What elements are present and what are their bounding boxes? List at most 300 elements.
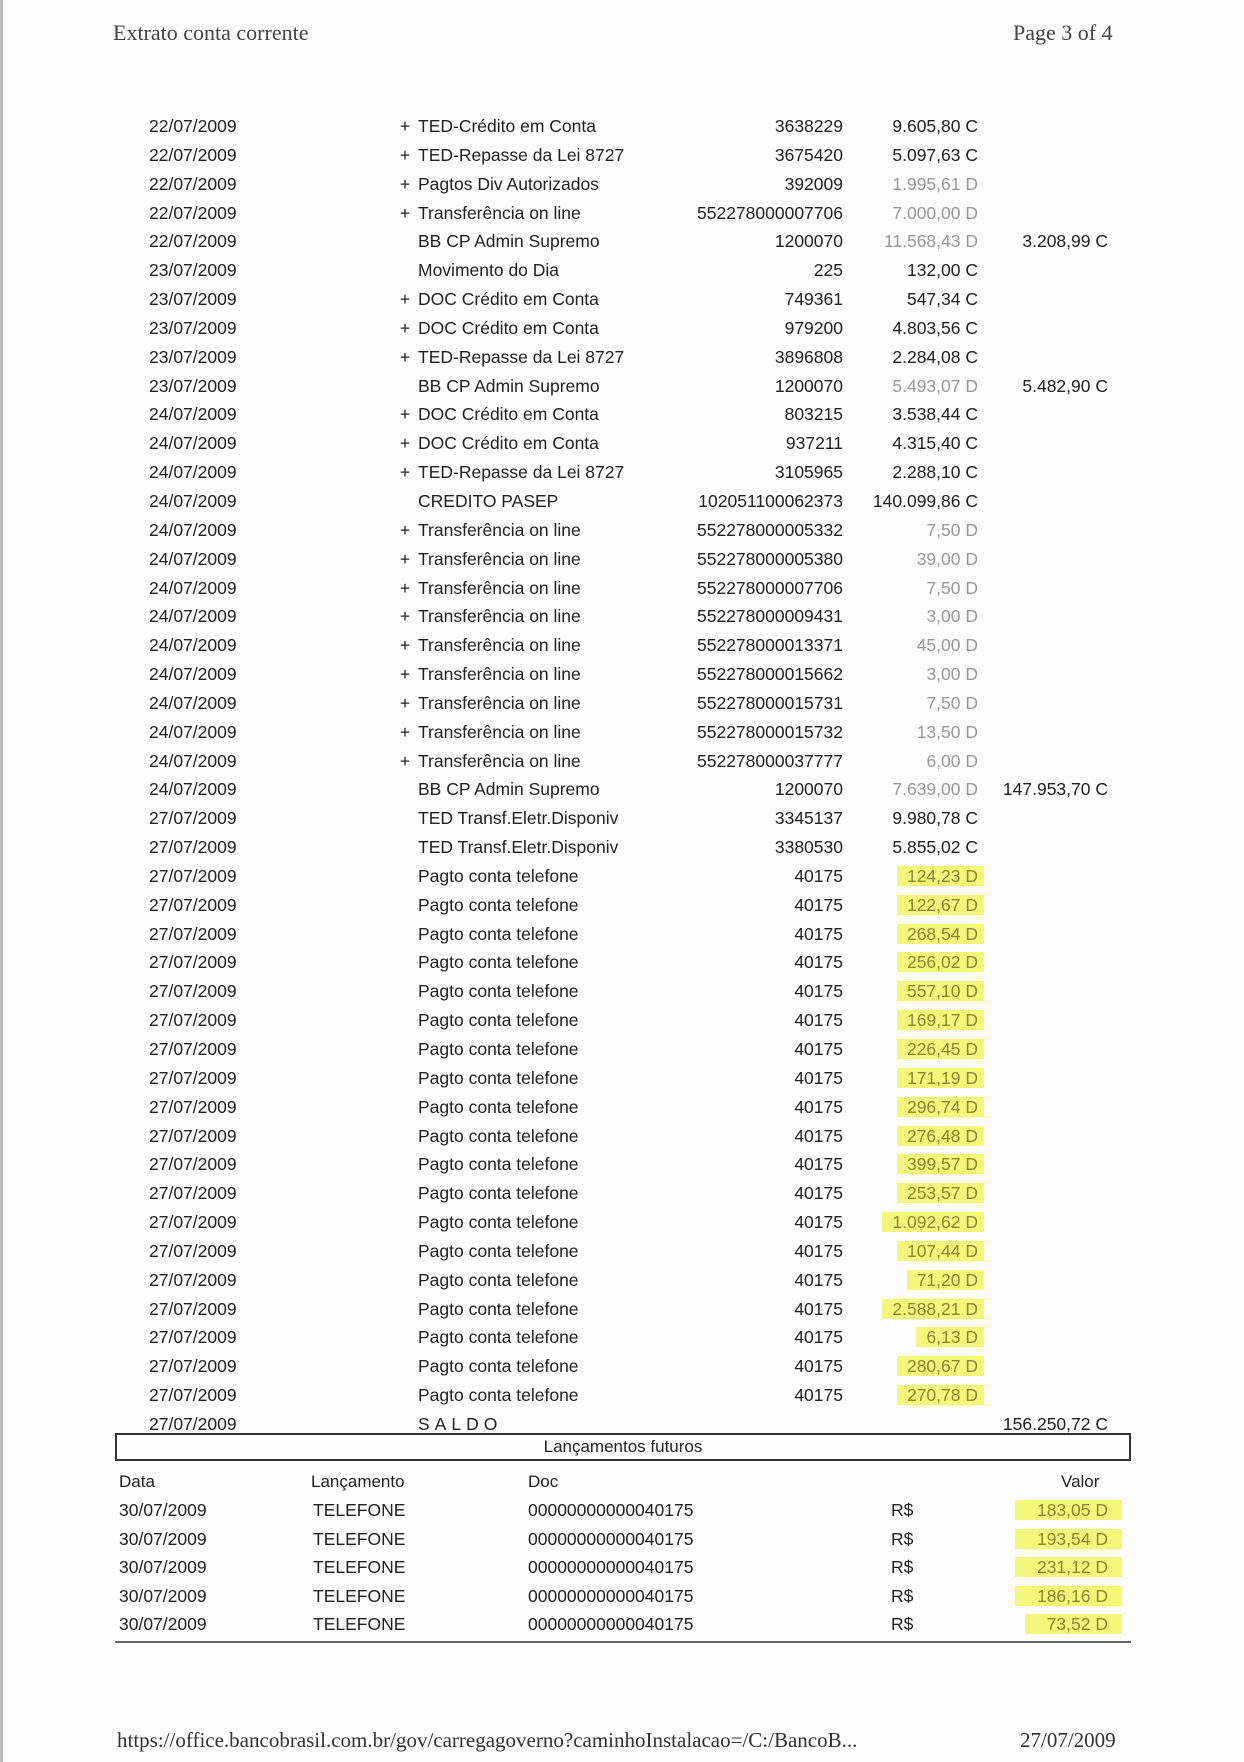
transaction-doc: 803215: [784, 404, 843, 425]
plus-marker: +: [399, 289, 411, 310]
transaction-description: Pagto conta telefone: [418, 1356, 579, 1377]
transaction-date: 27/07/2009: [149, 1356, 237, 1377]
transaction-doc: 552278000013371: [697, 635, 843, 656]
transaction-description: TED-Repasse da Lei 8727: [418, 346, 625, 367]
table-row: [3, 487, 1244, 516]
transaction-date: 22/07/2009: [149, 144, 237, 165]
table-row: [3, 631, 1244, 660]
transaction-description: Transferência on line: [418, 750, 581, 771]
transaction-date: 24/07/2009: [149, 779, 237, 800]
transaction-doc: 552278000007706: [697, 577, 843, 598]
table-row: [3, 516, 1244, 545]
transaction-description: Pagto conta telefone: [418, 923, 579, 944]
transaction-date: 23/07/2009: [149, 346, 237, 367]
transaction-value-text: 6,00 D: [926, 750, 978, 771]
transaction-doc: 40175: [794, 1212, 843, 1233]
transaction-doc: 3380530: [774, 837, 843, 858]
future-lancamento: TELEFONE: [313, 1557, 406, 1577]
transaction-value: [853, 314, 978, 343]
table-row: [3, 1064, 1244, 1093]
transaction-value: [853, 1237, 978, 1266]
transaction-value-text: 1.092,62 D: [882, 1212, 984, 1232]
plus-marker: +: [399, 606, 411, 627]
transaction-doc: 392009: [784, 173, 843, 194]
transaction-date: 27/07/2009: [149, 952, 237, 973]
table-row: [3, 372, 1244, 401]
plus-marker: +: [399, 433, 411, 454]
transaction-value: [853, 170, 978, 199]
future-date: 30/07/2009: [119, 1614, 207, 1634]
table-row: [3, 1295, 1244, 1324]
transaction-description: Transferência on line: [418, 519, 581, 540]
transaction-value: [853, 1006, 978, 1035]
table-row: [3, 285, 1244, 314]
transaction-date: 23/07/2009: [149, 260, 237, 281]
transaction-value: [853, 141, 978, 170]
running-balance: 5.482,90 C: [1022, 375, 1108, 396]
transaction-value-text: 399,57 D: [897, 1154, 984, 1174]
transaction-value-text: 4.315,40 C: [892, 433, 978, 454]
future-currency: R$: [891, 1614, 914, 1634]
transaction-value-text: 3,00 D: [926, 664, 978, 685]
table-row: [3, 545, 1244, 574]
future-row: [3, 1553, 1244, 1582]
transaction-value: [853, 1150, 978, 1179]
transaction-doc: 40175: [794, 1240, 843, 1261]
transaction-value-text: 4.803,56 C: [892, 317, 978, 338]
table-row: [3, 1150, 1244, 1179]
transaction-description: BB CP Admin Supremo: [418, 779, 600, 800]
transaction-date: 27/07/2009: [149, 808, 237, 829]
table-row: [3, 1122, 1244, 1151]
future-doc: 00000000000040175: [528, 1585, 694, 1606]
transaction-value-text: 11.568,43 D: [883, 231, 978, 252]
transaction-date: 24/07/2009: [149, 462, 237, 483]
transaction-description: TED-Crédito em Conta: [418, 116, 596, 136]
transaction-doc: 40175: [794, 1385, 843, 1406]
plus-marker: +: [399, 635, 411, 656]
transaction-date: 24/07/2009: [149, 750, 237, 771]
transaction-value: [853, 400, 978, 429]
table-row: [3, 112, 1244, 141]
transaction-value: [853, 1352, 978, 1381]
footer-url: https://office.bancobrasil.com.br/gov/carregagoverno?caminhoInstalacao=/C:/BancoB...: [117, 1728, 858, 1752]
transaction-doc: 3345137: [774, 808, 843, 829]
transaction-value-text: 9.605,80 C: [892, 116, 978, 136]
future-doc: 00000000000040175: [528, 1614, 694, 1634]
transaction-date: 23/07/2009: [149, 289, 237, 310]
transaction-value: [853, 1035, 978, 1064]
running-balance: 3.208,99 C: [1022, 231, 1108, 252]
future-value: [993, 1553, 1108, 1582]
transaction-description: BB CP Admin Supremo: [418, 375, 600, 396]
transaction-date: 27/07/2009: [149, 1413, 237, 1434]
transaction-value: [853, 1381, 978, 1410]
future-entries-table: [3, 1496, 1244, 1639]
transaction-description: Pagto conta telefone: [418, 1298, 579, 1319]
transaction-doc: 40175: [794, 1327, 843, 1348]
transaction-value-text: 557,10 D: [897, 981, 984, 1001]
transaction-value-text: 171,19 D: [897, 1068, 984, 1088]
table-row: [3, 1266, 1244, 1295]
transaction-doc: 40175: [794, 923, 843, 944]
table-row: [3, 1208, 1244, 1237]
transaction-value-text: 45,00 D: [916, 635, 978, 656]
transaction-value-text: 3.538,44 C: [892, 404, 978, 425]
transaction-date: 24/07/2009: [149, 606, 237, 627]
transaction-date: 27/07/2009: [149, 865, 237, 886]
transaction-value: [853, 199, 978, 228]
header-valor: Valor: [1061, 1472, 1100, 1491]
transaction-value: [853, 429, 978, 458]
transaction-value-text: 7.639,00 D: [892, 779, 978, 800]
future-currency: R$: [891, 1500, 914, 1520]
transaction-doc: 40175: [794, 1039, 843, 1059]
transaction-value-text: 122,67 D: [897, 895, 984, 915]
transaction-date: 27/07/2009: [149, 1327, 237, 1348]
table-row: [3, 1179, 1244, 1208]
table-row: [3, 400, 1244, 429]
transaction-doc: 40175: [794, 1010, 843, 1031]
transaction-date: 27/07/2009: [149, 923, 237, 944]
future-currency: R$: [891, 1557, 914, 1577]
transaction-description: Pagto conta telefone: [418, 952, 579, 973]
transaction-date: 27/07/2009: [149, 1240, 237, 1261]
transaction-doc: 749361: [784, 289, 843, 310]
future-lancamento: TELEFONE: [313, 1614, 406, 1634]
plus-marker: +: [399, 664, 411, 685]
future-entries-header: [3, 1468, 1244, 1496]
future-row: [3, 1610, 1244, 1639]
transaction-date: 27/07/2009: [149, 1183, 237, 1204]
table-row: [3, 891, 1244, 920]
transaction-description: Transferência on line: [418, 577, 581, 598]
transaction-value: [853, 631, 978, 660]
transaction-description: Pagto conta telefone: [418, 981, 579, 1002]
transaction-value: [853, 574, 978, 603]
future-currency: R$: [891, 1585, 914, 1606]
transaction-value-text: 107,44 D: [897, 1241, 984, 1261]
transaction-value: [853, 343, 978, 372]
table-row: [3, 602, 1244, 631]
transaction-date: 22/07/2009: [149, 231, 237, 252]
transaction-description: Pagto conta telefone: [418, 1327, 579, 1348]
transaction-description: Pagto conta telefone: [418, 1385, 579, 1406]
table-row: [3, 1381, 1244, 1410]
transaction-value-text: 1.995,61 D: [892, 173, 978, 194]
transaction-value: [853, 833, 978, 862]
running-balance: 147.953,70 C: [1002, 779, 1108, 800]
table-row: [3, 314, 1244, 343]
transaction-doc: 40175: [794, 952, 843, 973]
transaction-doc: 937211: [785, 433, 843, 454]
transaction-value: [853, 1179, 978, 1208]
plus-marker: +: [399, 144, 411, 165]
future-value-text: 186,16 D: [1015, 1586, 1122, 1606]
transaction-description: Pagto conta telefone: [418, 1096, 579, 1117]
transaction-description: CREDITO PASEP: [418, 490, 559, 511]
plus-marker: +: [399, 173, 411, 194]
table-row: [3, 170, 1244, 199]
transaction-value: [853, 804, 978, 833]
transaction-value: [853, 112, 978, 141]
table-row: [3, 1006, 1244, 1035]
transaction-value-text: 5.855,02 C: [892, 837, 978, 858]
table-row: [3, 343, 1244, 372]
transaction-description: SALDO: [418, 1413, 503, 1434]
transaction-value-text: 3,00 D: [926, 606, 978, 627]
transaction-description: TED Transf.Eletr.Disponiv: [418, 837, 619, 858]
transaction-value-text: 169,17 D: [897, 1010, 984, 1030]
transaction-date: 27/07/2009: [149, 1212, 237, 1233]
plus-marker: +: [399, 548, 411, 569]
transaction-value-text: 5.097,63 C: [892, 144, 978, 165]
transaction-value: [853, 1208, 978, 1237]
transaction-doc: 40175: [794, 894, 843, 915]
transaction-value: [853, 948, 978, 977]
transaction-value: [853, 891, 978, 920]
transaction-description: DOC Crédito em Conta: [418, 289, 599, 310]
transaction-date: 24/07/2009: [149, 664, 237, 685]
transaction-value: [853, 920, 978, 949]
transaction-description: TED Transf.Eletr.Disponiv: [418, 808, 619, 829]
table-row: [3, 1323, 1244, 1352]
transaction-description: Pagto conta telefone: [418, 1039, 579, 1059]
transaction-date: 27/07/2009: [149, 1385, 237, 1406]
transaction-doc: 102051100062373: [698, 490, 843, 511]
transaction-date: 24/07/2009: [149, 519, 237, 540]
transaction-doc: 40175: [794, 1125, 843, 1146]
table-row: [3, 920, 1244, 949]
future-currency: R$: [891, 1528, 914, 1549]
future-date: 30/07/2009: [119, 1528, 207, 1549]
transaction-date: 22/07/2009: [149, 173, 237, 194]
future-value: [993, 1496, 1108, 1525]
transaction-date: 27/07/2009: [149, 837, 237, 858]
transaction-doc: 40175: [794, 1298, 843, 1319]
transaction-doc: 40175: [794, 1067, 843, 1088]
future-row: [3, 1582, 1244, 1611]
table-row: [3, 429, 1244, 458]
running-balance: 156.250,72 C: [1002, 1413, 1108, 1434]
future-lancamento: TELEFONE: [313, 1500, 406, 1520]
transaction-value-text: 7,50 D: [926, 692, 978, 713]
transaction-description: Pagto conta telefone: [418, 1154, 579, 1175]
transaction-value-text: 547,34 C: [906, 289, 978, 310]
transaction-date: 23/07/2009: [149, 375, 237, 396]
transaction-value: [853, 256, 978, 285]
transaction-doc: 3638229: [774, 116, 843, 136]
transaction-description: Transferência on line: [418, 548, 581, 569]
future-value: [993, 1610, 1108, 1639]
transaction-doc: 552278000005380: [697, 548, 843, 569]
transaction-doc: 40175: [794, 1269, 843, 1290]
transaction-description: Pagto conta telefone: [418, 1010, 579, 1031]
transaction-description: Movimento do Dia: [418, 260, 560, 281]
transaction-description: Pagto conta telefone: [418, 865, 579, 886]
divider: [115, 1641, 1131, 1643]
transaction-doc: 552278000015662: [697, 664, 843, 685]
transaction-value: [853, 458, 978, 487]
transaction-value: [853, 1122, 978, 1151]
plus-marker: +: [399, 750, 411, 771]
transaction-value-text: 280,67 D: [897, 1356, 984, 1376]
transaction-description: Transferência on line: [418, 202, 581, 223]
transaction-date: 24/07/2009: [149, 404, 237, 425]
transaction-doc: 552278000015731: [697, 692, 843, 713]
transaction-value: [853, 718, 978, 747]
transaction-date: 27/07/2009: [149, 1010, 237, 1031]
transaction-doc: 1200070: [774, 779, 843, 800]
transaction-doc: 3675420: [774, 144, 843, 165]
transaction-date: 24/07/2009: [149, 577, 237, 598]
transaction-doc: 552278000015732: [697, 721, 843, 742]
transaction-doc: 40175: [794, 1183, 843, 1204]
future-entries-title: Lançamentos futuros: [115, 1433, 1131, 1461]
table-row: [3, 747, 1244, 776]
table-row: [3, 1093, 1244, 1122]
future-lancamento: TELEFONE: [313, 1528, 406, 1549]
transaction-date: 24/07/2009: [149, 721, 237, 742]
transaction-date: 23/07/2009: [149, 317, 237, 338]
table-row: [3, 574, 1244, 603]
table-row: [3, 977, 1244, 1006]
transaction-value-text: 140.099,86 C: [872, 490, 978, 511]
future-date: 30/07/2009: [119, 1500, 207, 1520]
transaction-date: 27/07/2009: [149, 1298, 237, 1319]
future-value: [993, 1525, 1108, 1554]
plus-marker: +: [399, 721, 411, 742]
table-row: [3, 199, 1244, 228]
future-row: [3, 1525, 1244, 1554]
future-doc: 00000000000040175: [528, 1528, 694, 1549]
transaction-description: Pagto conta telefone: [418, 1183, 579, 1204]
transaction-value-text: 2.288,10 C: [892, 462, 978, 483]
transaction-value: [853, 1323, 978, 1352]
transaction-value: [853, 977, 978, 1006]
plus-marker: +: [399, 519, 411, 540]
transaction-doc: 552278000037777: [697, 750, 843, 771]
future-doc: 00000000000040175: [528, 1500, 694, 1520]
plus-marker: +: [399, 317, 411, 338]
transaction-description: Pagto conta telefone: [418, 1269, 579, 1290]
transaction-value-text: 71,20 D: [907, 1270, 984, 1290]
transaction-description: Pagto conta telefone: [418, 894, 579, 915]
transaction-doc: 40175: [794, 865, 843, 886]
page-number: Page 3 of 4: [1013, 20, 1113, 45]
transaction-date: 27/07/2009: [149, 894, 237, 915]
transaction-date: 27/07/2009: [149, 981, 237, 1002]
transaction-value: [853, 545, 978, 574]
future-lancamento: TELEFONE: [313, 1585, 406, 1606]
future-row: [3, 1496, 1244, 1525]
header-date: Data: [119, 1472, 155, 1491]
header-doc: Doc: [528, 1472, 559, 1491]
transaction-value: [853, 775, 978, 804]
transaction-date: 27/07/2009: [149, 1067, 237, 1088]
future-value: [993, 1582, 1108, 1611]
plus-marker: +: [399, 202, 411, 223]
transaction-value-text: 2.588,21 D: [882, 1299, 984, 1319]
transaction-date: 24/07/2009: [149, 635, 237, 656]
future-date: 30/07/2009: [119, 1557, 207, 1577]
transaction-date: 27/07/2009: [149, 1125, 237, 1146]
transaction-doc: 552278000007706: [697, 202, 843, 223]
future-doc: 00000000000040175: [528, 1557, 694, 1577]
plus-marker: +: [399, 692, 411, 713]
transaction-value-text: 124,23 D: [897, 866, 984, 886]
transaction-doc: 1200070: [774, 231, 843, 252]
future-value-text: 193,54 D: [1015, 1529, 1122, 1549]
transaction-description: Pagtos Div Autorizados: [418, 173, 599, 194]
table-row: [3, 718, 1244, 747]
transaction-description: DOC Crédito em Conta: [418, 317, 599, 338]
transaction-description: BB CP Admin Supremo: [418, 231, 600, 252]
future-value-text: 231,12 D: [1015, 1557, 1122, 1577]
transaction-value: [853, 487, 978, 516]
transaction-value: [853, 372, 978, 401]
transaction-description: Pagto conta telefone: [418, 1067, 579, 1088]
transaction-value: [853, 227, 978, 256]
transaction-description: Transferência on line: [418, 721, 581, 742]
transaction-description: Pagto conta telefone: [418, 1212, 579, 1233]
transaction-doc: 552278000005332: [697, 519, 843, 540]
transaction-value: [853, 747, 978, 776]
document-title: Extrato conta corrente: [113, 20, 309, 45]
transaction-doc: 40175: [794, 1096, 843, 1117]
transaction-value-text: 7,50 D: [926, 577, 978, 598]
transaction-value: [853, 689, 978, 718]
transaction-doc: 225: [813, 260, 843, 281]
table-row: [3, 458, 1244, 487]
transaction-date: 22/07/2009: [149, 116, 237, 136]
table-row: [3, 948, 1244, 977]
transaction-description: DOC Crédito em Conta: [418, 433, 599, 454]
transaction-doc: 40175: [794, 981, 843, 1002]
transaction-description: Transferência on line: [418, 692, 581, 713]
transaction-value-text: 2.284,08 C: [892, 346, 978, 367]
footer-date: 27/07/2009: [1020, 1728, 1116, 1752]
transaction-value-text: 253,57 D: [897, 1183, 984, 1203]
transaction-value: [853, 1064, 978, 1093]
table-row: [3, 256, 1244, 285]
transaction-date: 24/07/2009: [149, 433, 237, 454]
transaction-description: Transferência on line: [418, 606, 581, 627]
transaction-value-text: 226,45 D: [897, 1039, 984, 1059]
transaction-date: 24/07/2009: [149, 548, 237, 569]
transaction-description: Pagto conta telefone: [418, 1125, 579, 1146]
transaction-doc: 979200: [784, 317, 843, 338]
transaction-doc: 40175: [794, 1154, 843, 1175]
transaction-value: [853, 516, 978, 545]
transaction-description: TED-Repasse da Lei 8727: [418, 462, 625, 483]
table-row: [3, 862, 1244, 891]
transaction-value-text: 6,13 D: [916, 1327, 984, 1347]
transaction-value-text: 9.980,78 C: [892, 808, 978, 829]
transaction-value-text: 256,02 D: [897, 952, 984, 972]
table-row: [3, 1352, 1244, 1381]
table-row: [3, 141, 1244, 170]
transaction-value: [853, 660, 978, 689]
transaction-doc: 1200070: [774, 375, 843, 396]
transaction-value: [853, 1266, 978, 1295]
transaction-date: 27/07/2009: [149, 1269, 237, 1290]
plus-marker: +: [399, 346, 411, 367]
table-row: [3, 227, 1244, 256]
table-row: [3, 1035, 1244, 1064]
transaction-doc: 3896808: [774, 346, 843, 367]
transaction-value: [853, 1093, 978, 1122]
